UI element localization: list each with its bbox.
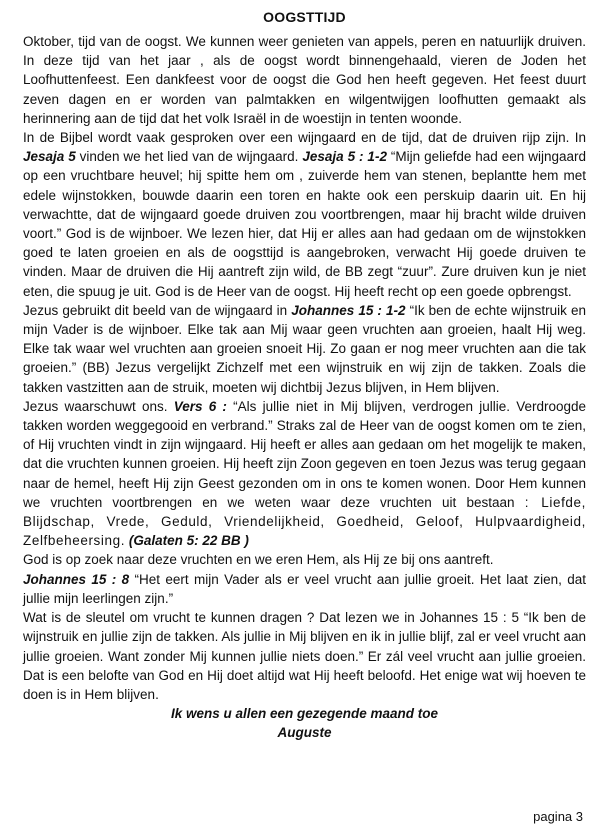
text-segment: “Als jullie niet in Mij blijven, verdrogen jullie. Verdroogde takken worden weggegooid en verbrand.” Straks zal de Heer van de oogst komen om te zien, of Hij vruchten vindt in zijn wijngaard. Hij heeft er alles aan gedaan om het mogelijk te maken, dat die vruchten kunnen groeien. Hij heeft zijn Zoon gegeven en toen Jezus was terug gegaan naar de hemel, heeft Hij zijn Geest gezonden om in ons te komen wonen. Door Hem kunnen we vruchten voortbrengen en we weten waar deze vruchten uit bestaan : — [23, 398, 587, 510]
text-segment: Jezus waarschuwt ons. — [23, 398, 174, 414]
paragraph-intro: Oktober, tijd van de oogst. We kunnen weer genieten van appels, peren en natuurlijk druiven. In deze tijd van het jaar , als de oogst wordt binnengehaald, vieren de Joden het Loofhuttenfeest. Een dankfeest voor de oogst die God hen heeft gegeven. Het feest duurt zeven dagen en er worden van palmtakken en wilgentwijgen loofhutten gemaakt als herinnering aan de tijd dat het volk Israël in de woestijn in tenten woonde. — [23, 34, 586, 126]
fruits-list: Liefde, Blijdschap, Vrede, Geduld, Vriendelijkheid, Goedheid, Geloof, Hulpvaardigheid, Zelfbeheersing. — [23, 494, 586, 549]
bible-reference: Vers 6 : — [173, 398, 227, 414]
text-segment: “Het eert mijn Vader als er veel vrucht aan jullie groeit. Het laat zien, dat jullie mijn leerlingen zijn.” — [23, 571, 586, 606]
closing-wish: Ik wens u allen een gezegende maand toe — [170, 706, 439, 722]
paragraph-wijngaard — [23, 128, 586, 301]
paragraph-johannes-15-8 — [23, 570, 586, 608]
paragraph-waarschuwing — [23, 397, 586, 551]
paragraph-jezus-wijnstruik — [23, 301, 586, 397]
bible-reference: Jesaja 5 : 1-2 — [302, 149, 387, 165]
text-segment: In de Bijbel wordt vaak gesproken over een wijngaard en de tijd, dat de druiven rijp zijn. In — [23, 130, 586, 146]
page-number: pagina 3 — [533, 809, 583, 824]
bible-reference: Jesaja 5 — [23, 149, 76, 165]
bible-reference: Johannes 15 : 8 — [23, 571, 130, 587]
article-title: OOGSTTIJD — [263, 9, 346, 25]
text-segment: vinden we het lied van de wijngaard. — [75, 149, 303, 165]
bible-reference: Johannes 15 : 1-2 — [291, 302, 406, 318]
paragraph-sleutel: Wat is de sleutel om vrucht te kunnen dragen ? Dat lezen we in Johannes 15 : 5 “Ik ben de wijnstruik en jullie zijn de takken. Als jullie in Mij blijven en ik in jullie blijf, zal er veel vrucht aan jullie groeien. Want zonder Mij kunnen jullie niets doen.” Er zál veel vrucht aan jullie groeien. Dat is een belofte van God en Hij doet altijd wat Hij heeft beloofd. Het enige wat wij hoeven te doen is in Hem blijven. — [23, 610, 586, 702]
signature: Auguste — [277, 725, 332, 741]
text-segment: “Ik ben de echte wijnstruik en mijn Vader is de wijnboer. Elke tak aan Mij waar geen vruchten aan groeien, haalt Hij weg. Elke tak waar wel vruchten aan groeien snoeit Hij. Zo gaan er nog meer vruchten aan die tak groeien.” (BB) Jezus vergelijkt Zichzelf met een wijnstruik en wij zijn de takken. Zoals die takken vastzitten aan de struik, moeten wij dichtbij Jezus blijven, in Hem blijven. — [23, 302, 587, 395]
bible-reference: (Galaten 5: 22 BB ) — [128, 533, 249, 549]
text-segment: “Mijn geliefde had een wijngaard op een vruchtbare heuvel; hij spitte hem om , zuiverde hem van stenen, beplantte hem met edele wijnstokken, bouwde daarin een toren en hakte ook een perskuip daarin uit. En hij verwachtte, dat de wijngaard goede druiven zou voortbrengen, maar hij bracht wilde druiven voort.” God is de wijnboer. We lezen hier, dat Hij er alles aan had gedaan om de wijnstokken goed te laten groeien en als de oogsttijd is aangebroken, verwacht Hij goede druiven te vinden. Maar de druiven die Hij aantreft zijn wild, de BB zegt “zuur”. Zure druiven kun je niet eten, die spuug je uit. God is de Heer van de oogst. Hij heeft recht op een goede opbrengst. — [23, 149, 586, 299]
article — [23, 8, 586, 742]
text-segment: Jezus gebruikt dit beeld van de wijngaard in — [23, 302, 292, 318]
paragraph-eren: God is op zoek naar deze vruchten en we eren Hem, als Hij ze bij ons aantreft. — [23, 552, 494, 568]
